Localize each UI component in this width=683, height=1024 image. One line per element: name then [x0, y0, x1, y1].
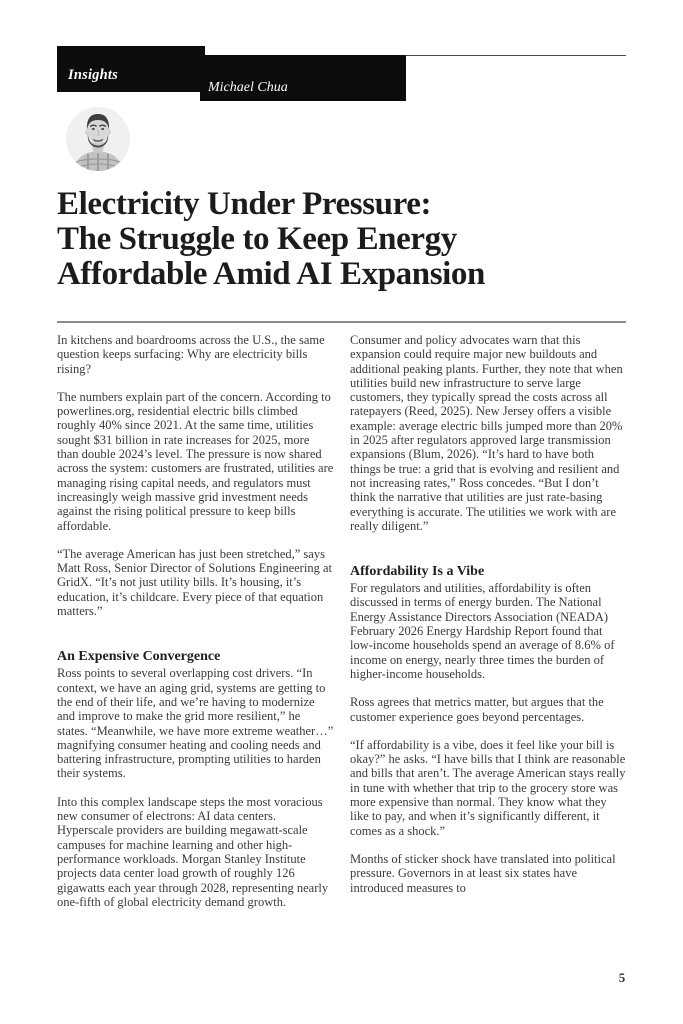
paragraph: The numbers explain part of the concern. According to powerlines.org, residential electric bills climbed roughly 40% since 2021. At the same time, utilities sought $31 billion in rate increases for 2025, more than double 2024’s level. The pressure is now shared across the system: customers are frustrated, utilities are managing rising capital needs, and regulators must increasingly weigh massive grid investment needs against the rising political pressure to keep bills affordable.	[57, 389, 334, 533]
paragraph: “If affordability is a vibe, does it feel like your bill is okay?” he asks. “I have bills that I think are reasonable and bills that aren’t. The average American stays really in tune with whether that trip to the grocery store was more expensive than normal. They know what they like to pay, and when it’s significantly different, it comes as a shock.”	[350, 737, 626, 838]
article-title	[57, 187, 633, 292]
header-rule	[406, 55, 626, 56]
left-column	[57, 333, 334, 923]
author-portrait-photo	[66, 107, 130, 171]
paragraph: Consumer and policy advocates warn that this expansion could require major new buildouts and additional peaking plants. Further, they note that when utilities build new infrastructure to serve large customers, they typically spread the costs across all ratepayers (Reed, 2025). New Jersey offers a visible example: average electric bills jumped more than 20% in 2025 after regulators approved large transmission expansions (Blum, 2026). “It’s hard to have both things be true: a grid that is evolving and resilient and not increasing rates,” Ross concedes. “But I don’t think the narrative that utilities are just rate-basing everything is accurate. The utilities we work with are really diligent.”	[350, 333, 623, 533]
paragraph: Ross points to several overlapping cost drivers. “In context, we have an aging grid, systems are getting to the end of their life, and we’re having to modernize and improve to make the grid more resilient,” he states. “Meanwhile, we have more extreme weather…” magnifying consumer heating and cooling needs and battering infrastructure, prompting utilities to harden their systems.	[57, 666, 334, 781]
paragraph: For regulators and utilities, affordability is often discussed in terms of energy burden. The National Energy Assistance Directors Association (NEADA) February 2026 Energy Hardship Report found that low-income households spend an average of 8.6% of income on energy, nearly three times the burden of higher-income households.	[350, 581, 615, 681]
paragraph: Months of sticker shock have translated into political pressure. Governors in at least six states have introduced measures to	[350, 851, 616, 895]
section-tag-bar	[57, 46, 205, 92]
subheading-an-expensive-convergence: An Expensive Convergence	[57, 649, 221, 665]
paragraph: Into this complex landscape steps the most voracious new consumer of electrons: AI data centers. Hyperscale providers are building megawatt-scale campuses for machine learning and other high-performance workloads. Morgan Stanley Institute projects data center load growth of roughly 126 gigawatts each year through 2028, representing nearly one-fifth of global electricity demand growth.	[57, 794, 329, 909]
author-name: Michael Chua	[208, 80, 288, 95]
author-avatar	[66, 107, 130, 171]
right-column	[350, 333, 627, 923]
article-title-line: Electricity Under Pressure:	[57, 186, 432, 222]
paragraph: “The average American has just been stretched,” says Matt Ross, Senior Director of Solutions Engineering at GridX. “It’s not just utility bills. It’s housing, it’s education, it’s childcare. Every piece of that equation matters.”	[57, 546, 332, 619]
section-label: Insights	[68, 66, 118, 83]
paragraph: Ross agrees that metrics matter, but argues that the customer experience goes beyond percentages.	[350, 695, 604, 724]
title-divider	[57, 321, 626, 323]
page-number: 5	[618, 970, 626, 985]
article-title-line: Affordable Amid AI Expansion	[57, 256, 485, 292]
article-body	[57, 333, 627, 923]
subheading-affordability-is-a-vibe: Affordability Is a Vibe	[350, 564, 485, 580]
article-title-line: The Struggle to Keep Energy	[57, 221, 457, 257]
author-tag-bar	[200, 55, 406, 101]
paragraph: In kitchens and boardrooms across the U.S., the same question keeps surfacing: Why are electricity bills rising?	[57, 333, 325, 376]
